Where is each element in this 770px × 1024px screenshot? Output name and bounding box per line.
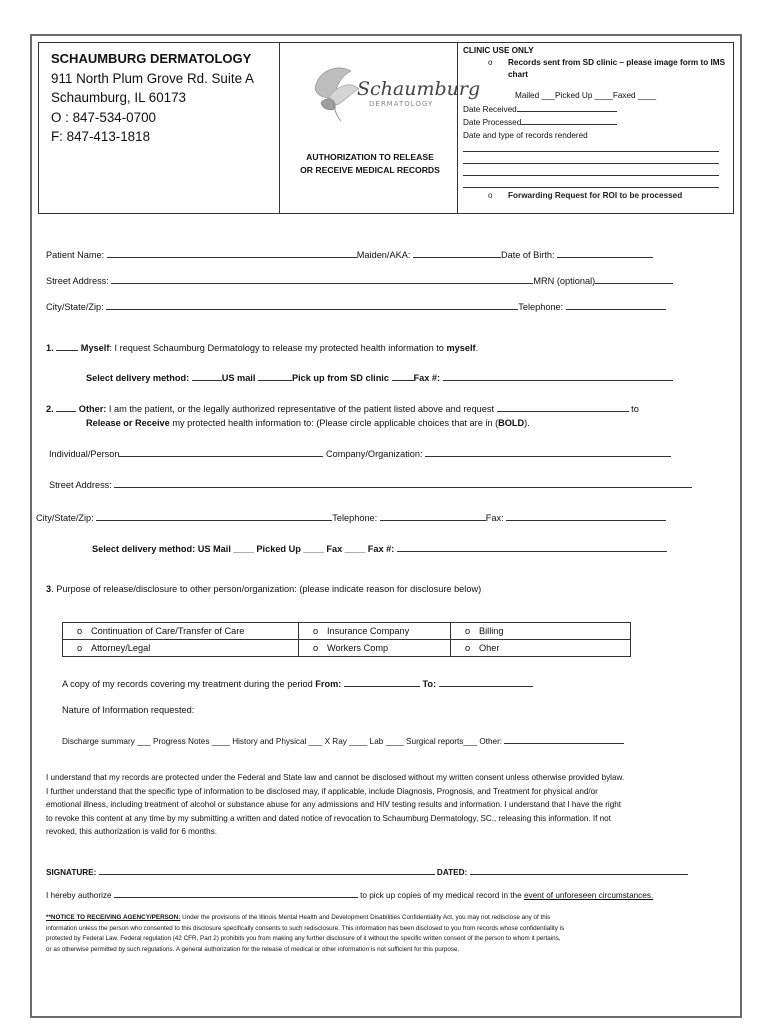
mrn-field[interactable] — [595, 275, 673, 284]
practice-logo — [307, 59, 481, 123]
purpose-option[interactable]: o Insurance Company — [299, 623, 451, 640]
purpose-options-table — [62, 622, 631, 657]
individual-field[interactable] — [119, 448, 323, 457]
telephone-label: Telephone: — [518, 302, 564, 312]
nature-label: Nature of Information requested: — [62, 705, 195, 715]
nature-other-field[interactable] — [504, 735, 624, 744]
logo-script-text: Schaumburg — [357, 78, 481, 100]
records-sent-option[interactable]: o Records sent from SD clinic – please image form to IMS chart — [463, 57, 729, 81]
form-title — [285, 151, 455, 177]
company-field[interactable] — [425, 448, 671, 457]
section2-delivery-row: Select delivery method: US Mail ____ Picked Up ____ Fax ____ Fax #: — [92, 543, 667, 554]
section2-fax-number-field[interactable] — [397, 543, 667, 552]
signature-row: SIGNATURE: DATED: — [46, 866, 688, 877]
telephone-field[interactable] — [566, 301, 666, 310]
section1-myself: 1. Myself: I request Schaumburg Dermatology to release my protected health information to myself. — [46, 343, 479, 353]
purpose-option[interactable]: o Continuation of Care/Transfer of Care — [63, 623, 299, 640]
city-state-zip-label: City/State/Zip: — [46, 302, 104, 312]
authorize-row: I hereby authorize to pick up copies of my medical record in the event of unforeseen circumstances. — [46, 891, 654, 900]
practice-fax: F: 847-413-1818 — [51, 129, 151, 144]
other-label: Other: — [78, 404, 107, 414]
pickup-line[interactable] — [258, 372, 292, 381]
forwarding-request-option[interactable]: o Forwarding Request for ROI to be processed — [463, 190, 729, 202]
consent-paragraph: I understand that my records are protected under the Federal and State law and cannot be disclosed without my written consent unless otherwise provided bylaw. I further understand that the specific type of information to be disclosed may, if applicable, include Diagnosis, Prognosis, and Treatment for physical and/or emotional illness, including treatment of alcohol or substance abuse for any admissions and HIV testing results and information. I understand that I have the right to revoke this content at any time by my submitting a written and dated notice of revocation to Schaumburg Dermatology, SC., releasing this information. If not revoked, this authorization is valid for 6 months. — [46, 773, 625, 837]
section2-city-field[interactable] — [96, 512, 332, 521]
purpose-option[interactable]: o Oher — [451, 640, 631, 657]
dob-field[interactable] — [557, 249, 653, 258]
mailed-pickup-faxed[interactable]: Mailed ___Picked Up ____Faxed ____ — [515, 91, 657, 101]
fax-number-field[interactable] — [443, 372, 673, 381]
patient-name-field[interactable] — [107, 249, 357, 258]
logo-sub-text: DERMATOLOGY — [369, 100, 434, 108]
records-blank-line[interactable] — [463, 154, 719, 164]
practice-address-line1: 911 North Plum Grove Rd. Suite A — [51, 70, 254, 86]
date-received-row[interactable]: Date Received — [463, 103, 729, 116]
section3-purpose: 3. Purpose of release/disclosure to other person/organization: (please indicate reason for disclosure below) — [46, 584, 482, 594]
header-divider — [279, 43, 280, 213]
release-or-receive[interactable]: Release or Receive — [86, 418, 170, 428]
patient-name-label: Patient Name: — [46, 250, 105, 260]
signature-field[interactable] — [99, 866, 435, 875]
records-blank-line[interactable] — [463, 166, 719, 176]
section2-city-row: City/State/Zip: Telephone: Fax: — [36, 512, 666, 523]
practice-address-line2: Schaumburg, IL 60173 — [51, 90, 186, 105]
to-date-field[interactable] — [439, 678, 533, 687]
purpose-row — [63, 640, 631, 657]
city-state-zip-field[interactable] — [106, 301, 518, 310]
other-checkbox-line[interactable] — [56, 403, 76, 412]
form-page — [30, 34, 742, 1018]
practice-phone: O : 847-534-0700 — [51, 109, 156, 125]
dob-label: Date of Birth: — [500, 250, 555, 260]
mrn-label: MRN (optional) — [533, 276, 596, 286]
date-type-row: Date and type of records rendered — [463, 130, 588, 140]
patient-name-row — [46, 249, 653, 260]
form-title-line2: OR RECEIVE MEDICAL RECORDS — [300, 165, 440, 175]
practice-name: SCHAUMBURG DERMATOLOGY — [51, 51, 252, 66]
individual-row: Individual/Person Company/Organization: — [49, 448, 671, 459]
purpose-option[interactable]: o Workers Comp — [299, 640, 451, 657]
street-address-label: Street Address: — [46, 276, 109, 286]
form-header — [38, 42, 734, 214]
maiden-label: Maiden/AKA: — [356, 250, 411, 260]
street-address-field[interactable] — [111, 275, 533, 284]
period-row: A copy of my records covering my treatment during the period From: To: — [62, 678, 533, 689]
section2-release-receive: Release or Receive my protected health information to: (Please circle applicable choices that are in (BOLD). — [86, 418, 530, 428]
maiden-field[interactable] — [413, 249, 501, 258]
section2-street-field[interactable] — [114, 479, 692, 488]
section2-fax-field[interactable] — [506, 512, 666, 521]
header-divider — [457, 43, 458, 213]
notice-title: **NOTICE TO RECEIVING AGENCY/PERSON: — [46, 914, 181, 921]
section2-other: 2. Other: I am the patient, or the legally authorized representative of the patient listed above and request to — [46, 404, 639, 414]
clinic-use-title: CLINIC USE ONLY — [463, 46, 534, 55]
form-title-line1: AUTHORIZATION TO RELEASE — [306, 152, 434, 162]
records-blank-line[interactable] — [463, 178, 719, 188]
purpose-option[interactable]: o Attorney/Legal — [63, 640, 299, 657]
authorized-person-field[interactable] — [114, 889, 358, 898]
date-processed-row[interactable]: Date Processed — [463, 116, 729, 129]
notice-paragraph: **NOTICE TO RECEIVING AGENCY/PERSON: Under the provisions of the Illinois Mental Health and Development Disabilities Confidentiality Act, you may not redisclose any of this information unless the person who consented to this disclosure specifically consents to such redisclosure. This information has been disclosed to you from records whose confidentiality is protected by Federal Law. Federal regulation (42 CFR, Part 2) prohibits you from making any further disclosure of it without the specific written consent of the person to whom it pertains, or as otherwise permitted by such regulations. A general authorization for the release of medical or other information is not sufficient for this purpose. — [46, 914, 565, 953]
purpose-row — [63, 623, 631, 640]
us-mail-line[interactable] — [192, 372, 222, 381]
records-blank-line[interactable] — [463, 142, 719, 152]
dated-field[interactable] — [470, 866, 688, 875]
practice-info — [51, 49, 254, 147]
from-date-field[interactable] — [344, 678, 420, 687]
section2-street-row: Street Address: — [49, 479, 692, 490]
fax-line[interactable] — [392, 372, 414, 381]
city-state-zip-row — [46, 301, 666, 312]
release-receive-field[interactable] — [497, 403, 629, 412]
section1-delivery-row: Select delivery method: US mail Pick up from SD clinic Fax #: — [86, 372, 673, 383]
myself-checkbox-line[interactable] — [56, 342, 78, 351]
myself-label: Myself — [80, 343, 110, 353]
clinic-use-panel — [463, 45, 729, 202]
street-address-row — [46, 275, 673, 286]
purpose-option[interactable]: o Billing — [451, 623, 631, 640]
section2-telephone-field[interactable] — [380, 512, 486, 521]
nature-items-row: Discharge summary ___ Progress Notes ____ History and Physical ___ X Ray ____ Lab ____ Surgical reports___ Other: — [62, 735, 624, 746]
